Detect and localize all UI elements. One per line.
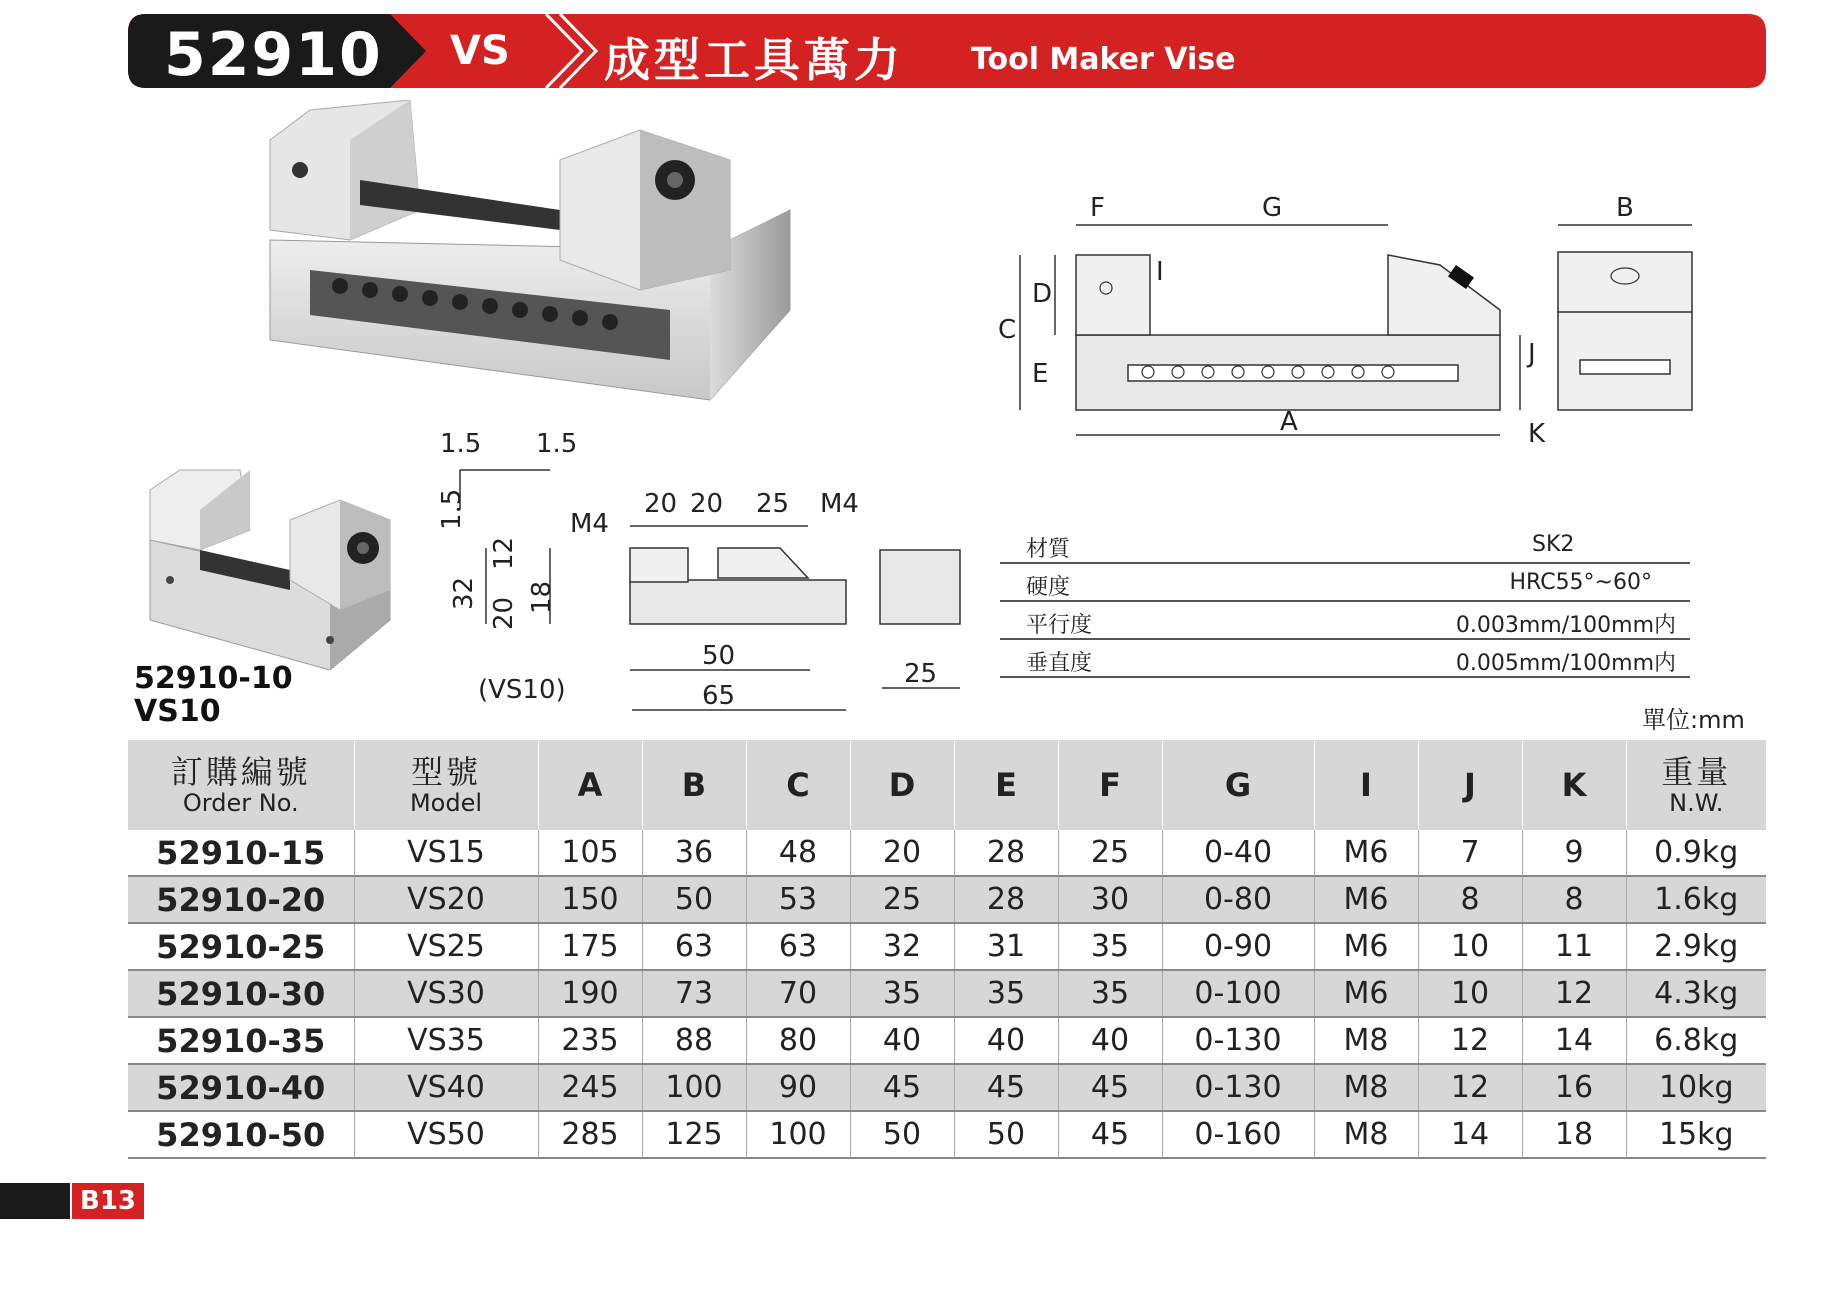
table-cell: VS30 xyxy=(354,970,538,1017)
table-cell: 52910-30 xyxy=(128,970,354,1017)
table-cell: 0-100 xyxy=(1162,970,1314,1017)
vs10-dim-14: 65 xyxy=(702,681,736,711)
table-cell: 52910-35 xyxy=(128,1017,354,1064)
vs10-dim-12: 18 xyxy=(527,580,557,614)
dim-label-k: K xyxy=(1528,419,1546,449)
vs10-dim-10: 12 xyxy=(489,536,519,570)
table-cell: VS25 xyxy=(354,923,538,970)
table-cell: 25 xyxy=(1058,830,1162,876)
table-row xyxy=(128,1111,1766,1158)
table-cell: 40 xyxy=(1058,1017,1162,1064)
small-model-name: VS10 xyxy=(134,694,221,729)
table-cell: 7 xyxy=(1418,830,1522,876)
table-cell: 53 xyxy=(746,876,850,923)
dim-label-b: B xyxy=(1616,193,1634,223)
unit-label: 單位:mm xyxy=(1642,706,1745,734)
table-cell: 31 xyxy=(954,923,1058,970)
col-header-f: F xyxy=(1058,740,1162,830)
table-cell: M6 xyxy=(1314,970,1418,1017)
col-header-e: E xyxy=(954,740,1058,830)
table-cell: 0-90 xyxy=(1162,923,1314,970)
table-cell: 90 xyxy=(746,1064,850,1111)
col-header-c: C xyxy=(746,740,850,830)
spec-value: 0.005mm/100mm内 xyxy=(1455,651,1676,676)
page-number: B13 xyxy=(72,1183,144,1219)
table-cell: M6 xyxy=(1314,830,1418,876)
vs10-dim-1: 1.5 xyxy=(440,429,482,459)
table-cell: 45 xyxy=(850,1064,954,1111)
vs10-dimension-drawing xyxy=(400,400,980,730)
table-cell: 16 xyxy=(1522,1064,1626,1111)
table-row xyxy=(128,1064,1766,1111)
spec-value: SK2 xyxy=(1532,532,1575,557)
table-cell: VS35 xyxy=(354,1017,538,1064)
col-header-i: I xyxy=(1314,740,1418,830)
table-cell: 88 xyxy=(642,1017,746,1064)
table-cell: 52910-25 xyxy=(128,923,354,970)
col-header-weight: 重量 N.W. xyxy=(1626,740,1766,830)
table-cell: 150 xyxy=(538,876,642,923)
col-header-model: 型號 Model xyxy=(354,740,538,830)
table-cell: 63 xyxy=(746,923,850,970)
spec-label: 垂直度 xyxy=(1026,651,1093,676)
table-cell: 0.9kg xyxy=(1626,830,1766,876)
table-cell: 18 xyxy=(1522,1111,1626,1158)
table-cell: VS40 xyxy=(354,1064,538,1111)
vs10-dim-4: M4 xyxy=(570,509,609,539)
table-cell: 100 xyxy=(642,1064,746,1111)
dim-label-a: A xyxy=(1280,407,1298,437)
product-table xyxy=(128,740,1766,1159)
table-cell: 35 xyxy=(954,970,1058,1017)
table-cell: 14 xyxy=(1522,1017,1626,1064)
product-title-en: Tool Maker Vise xyxy=(971,42,1236,77)
table-row xyxy=(128,876,1766,923)
table-cell: 20 xyxy=(850,830,954,876)
table-cell: 48 xyxy=(746,830,850,876)
table-cell: 8 xyxy=(1522,876,1626,923)
col-header-a: A xyxy=(538,740,642,830)
table-cell: 6.8kg xyxy=(1626,1017,1766,1064)
dim-label-g: G xyxy=(1262,193,1283,223)
table-cell: 63 xyxy=(642,923,746,970)
vise-photo-small xyxy=(140,460,410,670)
table-cell: 2.9kg xyxy=(1626,923,1766,970)
table-cell: 32 xyxy=(850,923,954,970)
table-cell: 12 xyxy=(1418,1017,1522,1064)
spec-value: 0.003mm/100mm内 xyxy=(1455,613,1676,638)
table-cell: 175 xyxy=(538,923,642,970)
table-cell: 80 xyxy=(746,1017,850,1064)
table-cell: 190 xyxy=(538,970,642,1017)
table-cell: VS50 xyxy=(354,1111,538,1158)
col-header-order-no: 訂購編號 Order No. xyxy=(128,740,354,830)
table-cell: 235 xyxy=(538,1017,642,1064)
spec-row xyxy=(1000,640,1690,678)
table-cell: 245 xyxy=(538,1064,642,1111)
vise-photo-large xyxy=(260,100,800,420)
spec-row xyxy=(1000,564,1690,602)
header-banner xyxy=(128,14,1766,88)
table-cell: M6 xyxy=(1314,923,1418,970)
table-cell: 0-40 xyxy=(1162,830,1314,876)
product-title-zh: 成型工具萬力 xyxy=(604,33,904,87)
table-cell: 10 xyxy=(1418,970,1522,1017)
dim-label-c: C xyxy=(998,315,1017,345)
col-header-j: J xyxy=(1418,740,1522,830)
vs10-dim-8: M4 xyxy=(820,489,859,519)
table-cell: 35 xyxy=(850,970,954,1017)
table-cell: M8 xyxy=(1314,1017,1418,1064)
table-cell: 105 xyxy=(538,830,642,876)
vs10-dim-9: 32 xyxy=(449,576,479,610)
table-cell: 1.6kg xyxy=(1626,876,1766,923)
vs10-dim-6: 20 xyxy=(690,489,724,519)
table-cell: 0-80 xyxy=(1162,876,1314,923)
vs10-label: (VS10) xyxy=(478,675,566,705)
table-row xyxy=(128,970,1766,1017)
table-cell: 11 xyxy=(1522,923,1626,970)
table-cell: 50 xyxy=(850,1111,954,1158)
dim-label-j: J xyxy=(1528,339,1536,369)
dim-label-i: I xyxy=(1156,257,1164,287)
small-model-order-no: 52910-10 xyxy=(134,661,293,696)
spec-label: 平行度 xyxy=(1026,613,1093,638)
table-cell: 45 xyxy=(1058,1111,1162,1158)
table-cell: 36 xyxy=(642,830,746,876)
table-row xyxy=(128,830,1766,876)
table-cell: 0-130 xyxy=(1162,1064,1314,1111)
table-cell: M8 xyxy=(1314,1064,1418,1111)
vs10-dim-11: 20 xyxy=(489,596,519,630)
vs10-dim-2: 1.5 xyxy=(536,429,578,459)
table-cell: 45 xyxy=(954,1064,1058,1111)
table-cell: 52910-40 xyxy=(128,1064,354,1111)
spec-label: 材質 xyxy=(1026,537,1071,562)
table-cell: 73 xyxy=(642,970,746,1017)
col-header-d: D xyxy=(850,740,954,830)
product-series: VS xyxy=(450,28,510,74)
table-header-row xyxy=(128,740,1766,830)
vs10-dim-5: 20 xyxy=(644,489,678,519)
table-cell: 12 xyxy=(1522,970,1626,1017)
col-header-g: G xyxy=(1162,740,1314,830)
table-cell: M8 xyxy=(1314,1111,1418,1158)
table-cell: M6 xyxy=(1314,876,1418,923)
table-cell: 50 xyxy=(642,876,746,923)
vs10-dim-7: 25 xyxy=(756,489,790,519)
table-cell: 70 xyxy=(746,970,850,1017)
table-cell: 4.3kg xyxy=(1626,970,1766,1017)
table-cell: 100 xyxy=(746,1111,850,1158)
table-cell: 35 xyxy=(1058,923,1162,970)
table-cell: 0-130 xyxy=(1162,1017,1314,1064)
table-cell: 28 xyxy=(954,876,1058,923)
table-cell: 35 xyxy=(1058,970,1162,1017)
table-cell: 45 xyxy=(1058,1064,1162,1111)
table-cell: 285 xyxy=(538,1111,642,1158)
dim-label-d: D xyxy=(1032,279,1053,309)
spec-table xyxy=(1000,526,1690,678)
table-row xyxy=(128,923,1766,970)
table-cell: 14 xyxy=(1418,1111,1522,1158)
vs10-dim-3: 1.5 xyxy=(437,488,467,530)
table-cell: 12 xyxy=(1418,1064,1522,1111)
table-cell: 52910-15 xyxy=(128,830,354,876)
table-cell: 25 xyxy=(850,876,954,923)
table-cell: VS15 xyxy=(354,830,538,876)
table-cell: 9 xyxy=(1522,830,1626,876)
table-cell: 50 xyxy=(954,1111,1058,1158)
col-header-k: K xyxy=(1522,740,1626,830)
footer-bar xyxy=(0,1183,70,1219)
table-cell: 28 xyxy=(954,830,1058,876)
dim-label-e: E xyxy=(1032,359,1049,389)
col-header-b: B xyxy=(642,740,746,830)
vise-dimension-drawing xyxy=(980,190,1740,460)
table-body xyxy=(128,830,1766,1158)
table-cell: 10kg xyxy=(1626,1064,1766,1111)
dim-label-f: F xyxy=(1090,193,1105,223)
table-cell: 15kg xyxy=(1626,1111,1766,1158)
table-cell: 8 xyxy=(1418,876,1522,923)
table-cell: VS20 xyxy=(354,876,538,923)
spec-row xyxy=(1000,602,1690,640)
spec-label: 硬度 xyxy=(1026,575,1071,600)
table-cell: 125 xyxy=(642,1111,746,1158)
table-row xyxy=(128,1017,1766,1064)
table-cell: 40 xyxy=(850,1017,954,1064)
table-cell: 52910-50 xyxy=(128,1111,354,1158)
table-cell: 52910-20 xyxy=(128,876,354,923)
vs10-dim-13: 50 xyxy=(702,641,736,671)
vs10-dim-15: 25 xyxy=(904,659,938,689)
table-cell: 0-160 xyxy=(1162,1111,1314,1158)
table-cell: 40 xyxy=(954,1017,1058,1064)
product-code: 52910 xyxy=(164,20,383,90)
spec-row xyxy=(1000,526,1690,564)
table-cell: 10 xyxy=(1418,923,1522,970)
table-cell: 30 xyxy=(1058,876,1162,923)
spec-value: HRC55°~60° xyxy=(1509,570,1652,595)
